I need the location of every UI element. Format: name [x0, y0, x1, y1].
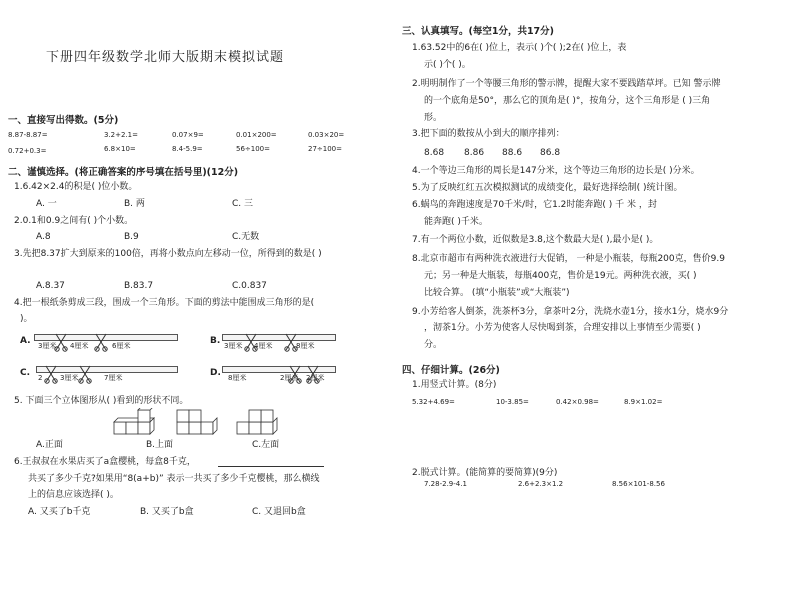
option-a: A.正面 — [36, 440, 63, 450]
option-c: C. 三 — [232, 199, 254, 209]
length-mark: 3厘米 — [224, 342, 243, 350]
paper-strip — [222, 334, 336, 341]
question-3-8-line1: 8.北京市超市有两种洗衣液进行大促销， 一种是小瓶装，每瓶200克，售价9.9 — [412, 254, 725, 264]
question-2-5: 5. 下面三个立体图形从( )看到的形状不同。 — [14, 396, 189, 406]
solid-figure-2 — [175, 408, 221, 438]
figure-label: D. — [210, 368, 221, 378]
calc-item: 8.87-8.87= — [8, 131, 48, 139]
calc-item: 2.6+2.3×1.2 — [518, 480, 564, 488]
calc-item: 8.4-5.9= — [172, 145, 203, 153]
calc-item: 0.72+0.3= — [8, 147, 47, 155]
option-b: B.9 — [124, 232, 139, 242]
option-a: A.8.37 — [36, 281, 65, 291]
question-4-1: 1.用竖式计算。(8分) — [412, 380, 497, 390]
question-2-6-line1: 6.王叔叔在水果店买了a盒樱桃，每盒8千克， — [14, 457, 196, 467]
question-3-3: 3.把下面的数按从小到大的顺序排列： — [412, 129, 565, 139]
number-item: 8.86 — [464, 148, 485, 158]
option-c: C. 又退回b盒 — [252, 507, 306, 517]
question-3-5: 5.为了反映红红五次模拟测试的成绩变化，最好选择绘制( )统计图。 — [412, 183, 683, 193]
question-3-2-line1: 2.明明制作了一个等腰三角形的警示牌，提醒大家不要践踏草坪。已知 警示牌 — [412, 79, 721, 89]
question-3-9-line1: 9.小芳给客人倒茶，洗茶杯3分，拿茶叶2分，洗烧水壶1分，接水1分，烧水9分 — [412, 307, 729, 317]
length-mark: 7厘米 — [104, 374, 123, 382]
scissors-icon — [288, 364, 302, 384]
question-2-3: 3.先把8.37扩大到原来的100倍，再将小数点向左移动一位，所得到的数是( ) — [14, 249, 322, 259]
figure-label: B. — [210, 336, 221, 346]
calc-item: 0.03×20= — [308, 131, 345, 139]
section-2-heading: 二、谨慎选择。(将正确答案的序号填在括号里)(12分) — [8, 167, 239, 178]
question-3-4: 4.一个等边三角形的周长是147分米，这个等边三角形的边长是( )分米。 — [412, 166, 700, 176]
scissors-icon — [44, 364, 58, 384]
strip-figure-d — [210, 362, 340, 386]
option-a: A. 一 — [36, 199, 57, 209]
figure-label: C. — [20, 368, 31, 378]
length-mark: 6厘米 — [112, 342, 131, 350]
length-mark: 4厘米 — [70, 342, 89, 350]
question-3-2-line2: 的一个底角是50°，那么它的顶角是( )°，按角分，这个三角形是 ( )三角 — [424, 96, 711, 106]
section-3-heading: 三、认真填写。(每空1分，共17分) — [402, 26, 555, 37]
calc-item: 56÷100= — [236, 145, 270, 153]
question-2-6-line2: 共买了多少千克?如果用“8(a+b)” 表示一共买了多少千克樱桃，那么横线 — [28, 474, 320, 484]
question-3-8-line3: 比较合算。 (填“小瓶装”或“大瓶装”) — [424, 288, 570, 298]
question-3-1-line2: 示( )个( )。 — [424, 60, 471, 70]
option-c: C.左面 — [252, 440, 280, 450]
scissors-icon — [284, 332, 298, 352]
question-2-4-tail: )。 — [20, 314, 33, 324]
question-2-6-line3: 上的信息应该选择( )。 — [28, 490, 119, 500]
strip-figure-c — [20, 362, 180, 386]
length-mark: 3厘米 — [38, 342, 57, 350]
length-mark: 2厘米 — [306, 374, 325, 382]
calc-item: 8.9×1.02= — [624, 398, 663, 406]
section-1-heading: 一、直接写出得数。(5分) — [8, 115, 119, 126]
option-b: B.上面 — [146, 440, 174, 450]
calc-item: 0.07×9= — [172, 131, 204, 139]
solid-figure-3 — [235, 408, 281, 438]
question-2-4: 4.把一根纸条剪成三段，围成一个三角形。下面的剪法中能围成三角形的是( — [14, 298, 315, 308]
length-mark: 8厘米 — [296, 342, 315, 350]
calc-item: 5.32+4.69= — [412, 398, 455, 406]
question-3-9-line3: 分。 — [424, 340, 443, 350]
question-4-2: 2.脱式计算。(能简算的要简算)(9分) — [412, 468, 558, 478]
question-3-2-line3: 形。 — [424, 113, 443, 123]
figure-label: A. — [20, 336, 31, 346]
calc-item: 0.01×200= — [236, 131, 277, 139]
option-a: A.8 — [36, 232, 51, 242]
calc-item: 7.28-2.9-4.1 — [424, 480, 467, 488]
question-3-8-line2: 元；另一种是大瓶装，每瓶400克，售价是19元。两种洗衣液，买( ) — [424, 271, 697, 281]
scissors-icon — [78, 364, 92, 384]
scissors-icon — [244, 332, 258, 352]
scissors-icon — [54, 332, 68, 352]
question-3-7: 7.有一个两位小数，近似数是3.8,这个数最大是( ),最小是( )。 — [412, 235, 659, 245]
calc-item: 3.2+2.1= — [104, 131, 138, 139]
question-3-6-line2: 能奔跑( )千米。 — [424, 217, 488, 227]
option-c: C.无数 — [232, 232, 260, 242]
scissors-icon — [306, 364, 320, 384]
length-mark: 4厘米 — [254, 342, 273, 350]
strip-figure-a — [20, 330, 180, 354]
question-2-2: 2.0.1和0.9之间有( )个小数。 — [14, 216, 134, 226]
question-3-6-line1: 6.蜗鸟的奔跑速度是70千米/时，它1.2时能奔跑( ) 千 米 ，封 — [412, 200, 657, 210]
page-title: 下册四年级数学北师大版期末模拟试题 — [46, 50, 285, 65]
question-3-1-line1: 1.63.52中的6在( )位上，表示( )个( );2在( )位上，表 — [412, 43, 627, 53]
option-b: B. 又买了b盒 — [140, 507, 194, 517]
answer-blank-line — [218, 466, 324, 467]
option-c: C.0.837 — [232, 281, 267, 291]
calc-item: 10-3.85= — [496, 398, 529, 406]
calc-item: 8.56×101-8.56 — [612, 480, 665, 488]
question-2-1: 1.6.42×2.4的积是( )位小数。 — [14, 182, 138, 192]
option-b: B. 两 — [124, 199, 145, 209]
length-mark: 8厘米 — [228, 374, 247, 382]
number-item: 86.8 — [540, 148, 561, 158]
length-mark: 2厘米 — [280, 374, 299, 382]
question-3-9-line2: ，沏茶1分。小芳为使客人尽快喝到茶，合理安排以上事情至少需要( ) — [424, 323, 701, 333]
length-mark: 2 — [38, 374, 43, 382]
calc-item: 27÷100= — [308, 145, 342, 153]
calc-item: 0.42×0.98= — [556, 398, 599, 406]
length-mark: 3厘米 — [60, 374, 79, 382]
strip-figure-b — [210, 330, 340, 354]
calc-item: 6.8×10= — [104, 145, 136, 153]
option-a: A. 又买了b千克 — [28, 507, 91, 517]
number-item: 88.6 — [502, 148, 523, 158]
section-4-heading: 四、仔细计算。(26分) — [402, 365, 500, 376]
solid-figure-1 — [112, 408, 164, 438]
scissors-icon — [94, 332, 108, 352]
option-b: B.83.7 — [124, 281, 154, 291]
number-item: 8.68 — [424, 148, 445, 158]
